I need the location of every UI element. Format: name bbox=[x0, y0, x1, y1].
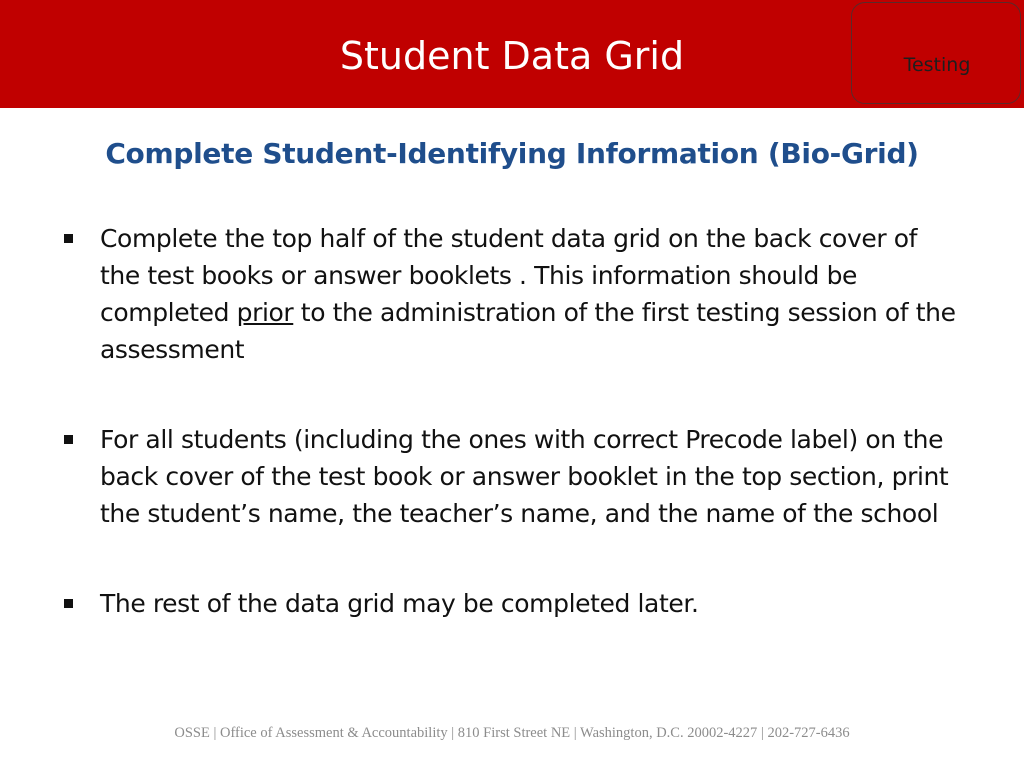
square-bullet-icon bbox=[64, 435, 73, 444]
slide-footer: OSSE | Office of Assessment & Accountability | 810 First Street NE | Washington, D.C. 20002-4227 | 202-727-6436 bbox=[174, 725, 850, 741]
emphasized-word: prior bbox=[236, 298, 294, 327]
slide-subtitle: Complete Student-Identifying Information (Bio-Grid) bbox=[105, 137, 919, 170]
bullet-text-end: to the administration of the first testing session of the assessment bbox=[100, 298, 956, 364]
testing-tag-box bbox=[851, 2, 1021, 104]
square-bullet-icon bbox=[64, 599, 73, 608]
square-bullet-icon bbox=[64, 234, 73, 243]
bullet-item bbox=[62, 421, 962, 532]
bullet-item bbox=[62, 585, 962, 622]
bullet-text bbox=[100, 224, 956, 364]
bullet-text-start: Complete the top half of the student data grid on the back cover of the test books or answer booklets . This information should be completed bbox=[100, 224, 918, 327]
testing-tag-label: Testing bbox=[903, 54, 971, 76]
bullet-list bbox=[62, 220, 962, 622]
bullet-text: For all students (including the ones with correct Precode label) on the back cover of the test book or answer booklet in the top section, print the student’s name, the teacher’s name, and the name of the school bbox=[100, 425, 949, 528]
bullet-text: The rest of the data grid may be completed later. bbox=[100, 589, 699, 618]
bullet-item bbox=[62, 220, 962, 368]
slide-title: Student Data Grid bbox=[339, 34, 685, 78]
title-banner bbox=[0, 0, 1024, 108]
